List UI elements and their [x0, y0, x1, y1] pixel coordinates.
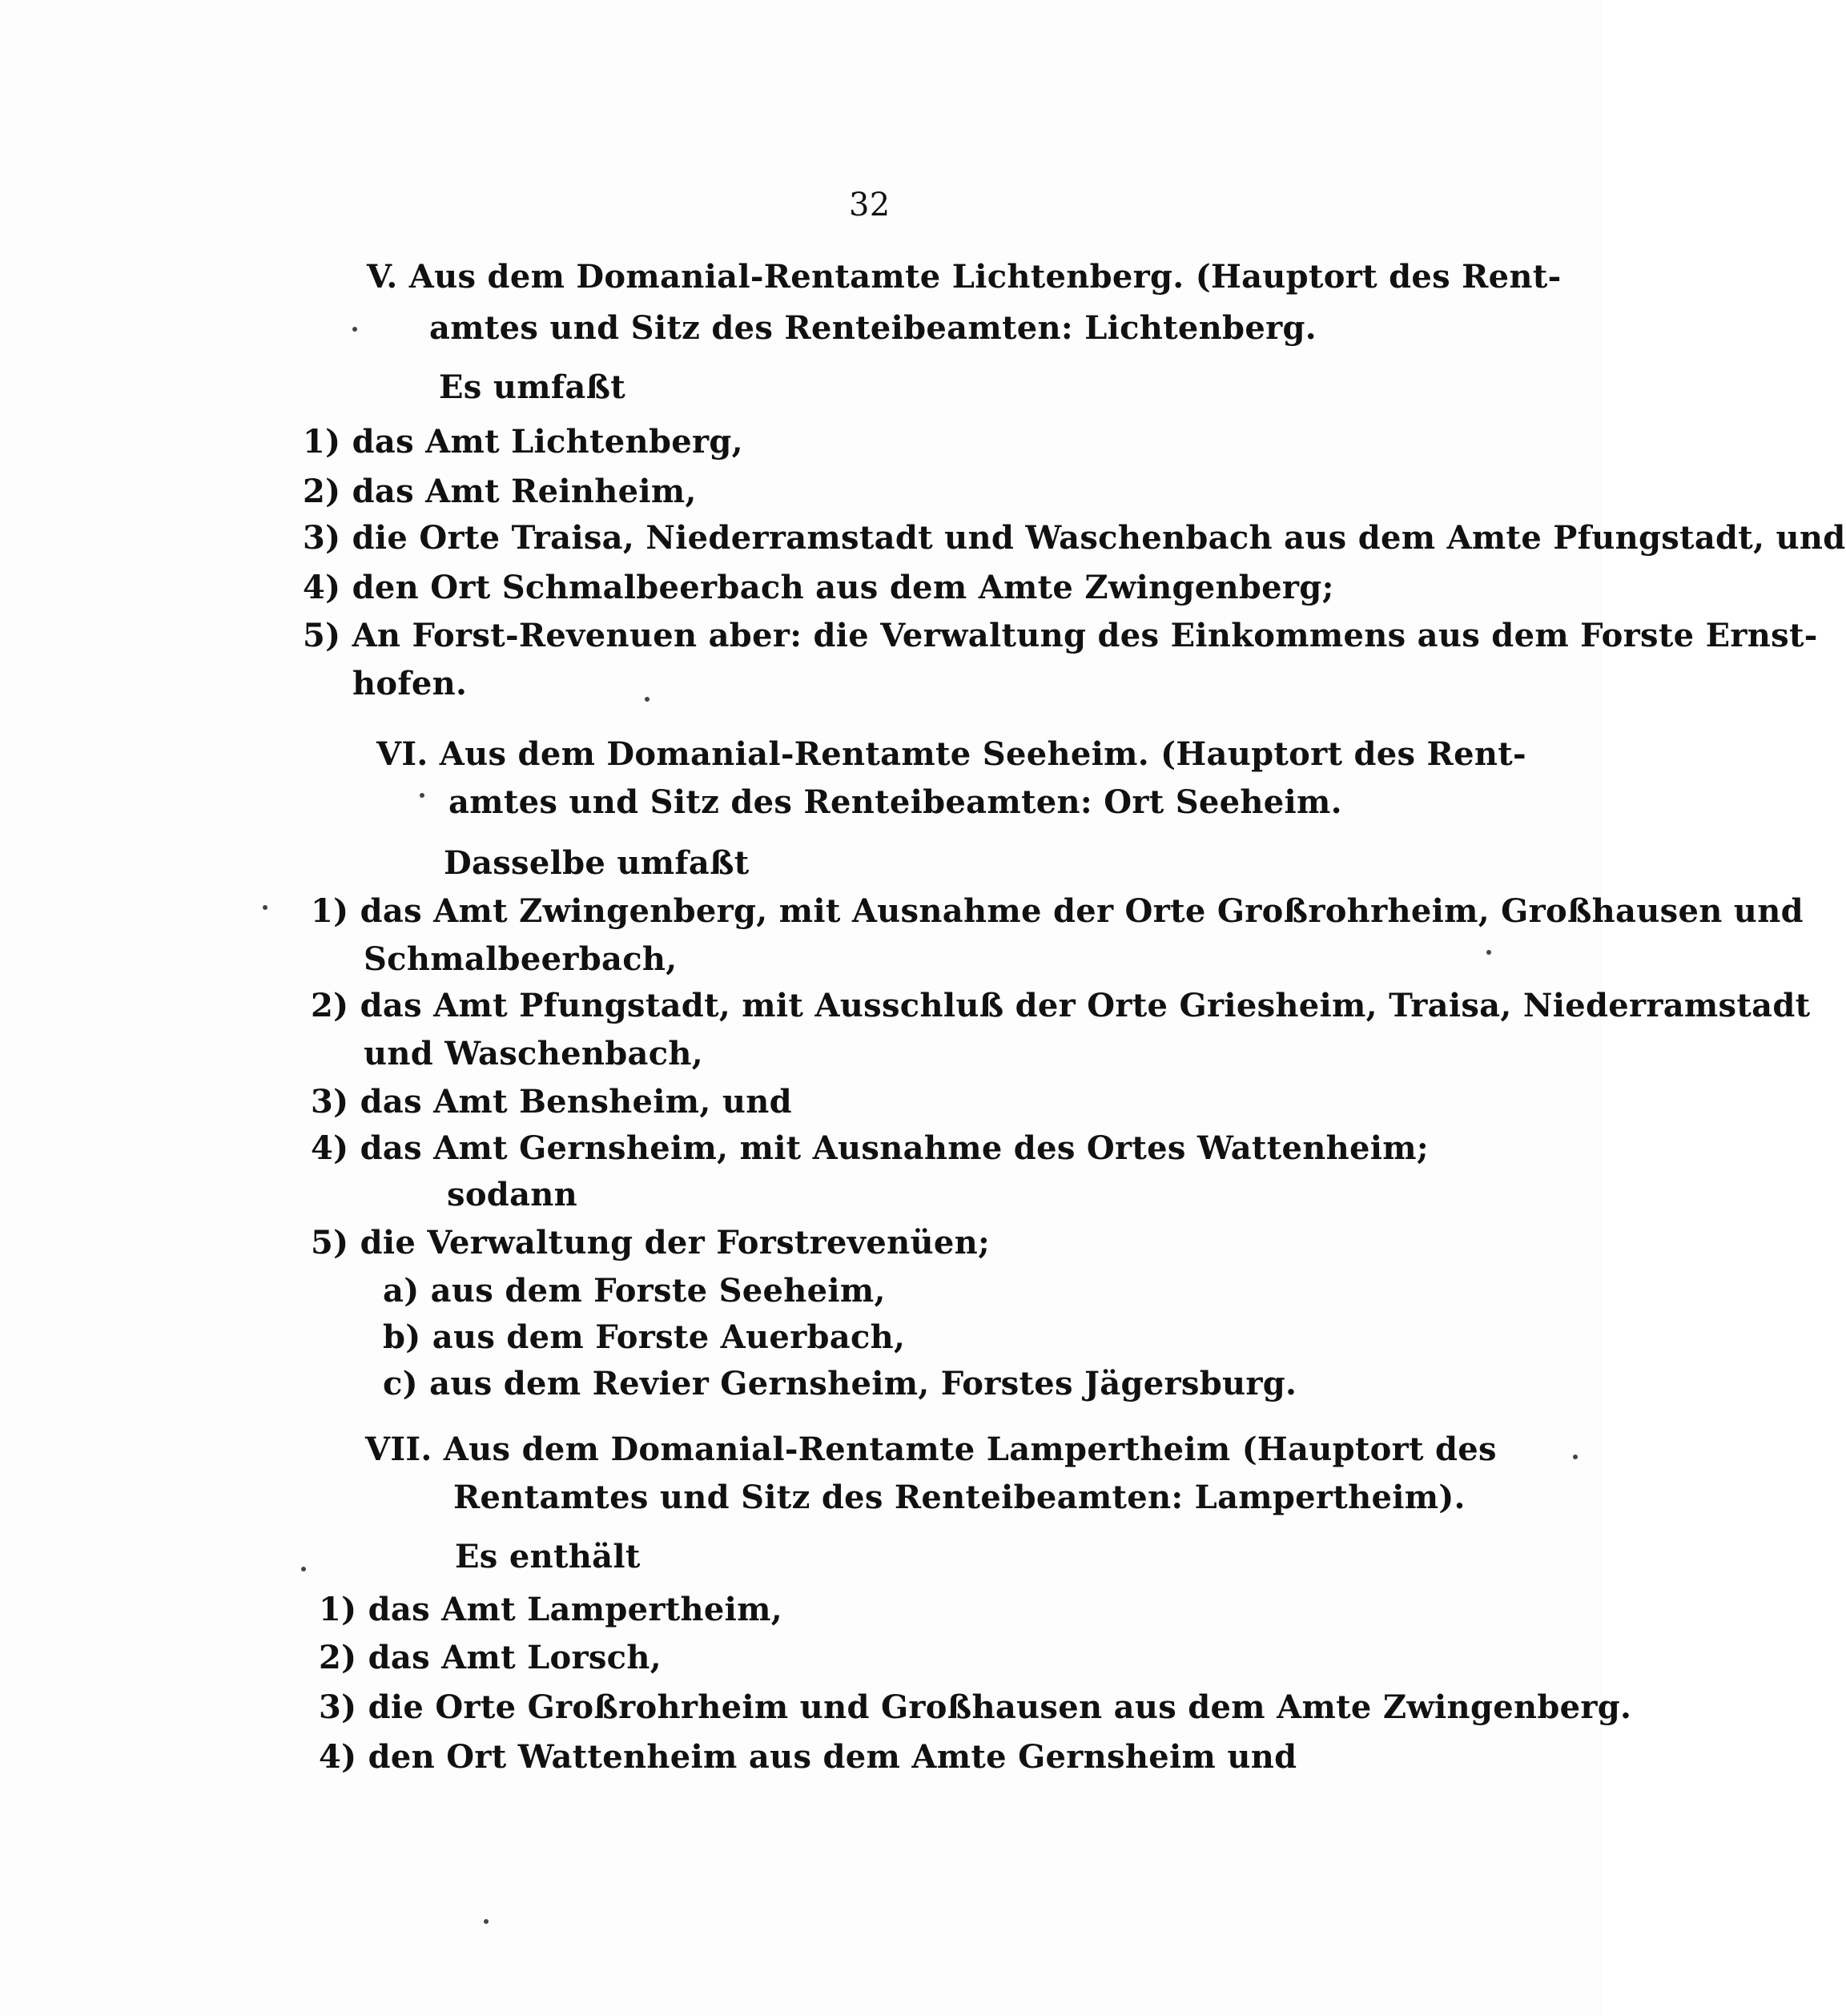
- section-vii-item-2: 2) das Amt Lorsch,: [319, 1639, 662, 1676]
- section-vii-intro: Es enthält: [455, 1538, 641, 1575]
- scan-speck: [420, 793, 424, 798]
- section-vi-subitem-a: a) aus dem Forste Seeheim,: [383, 1272, 886, 1310]
- scan-speck: [645, 697, 650, 702]
- section-vi-item-5: 5) die Verwaltung der Forstrevenüen;: [311, 1224, 991, 1262]
- section-vi-intro: Dasselbe umfaßt: [444, 844, 750, 882]
- section-vi-item-1: 1) das Amt Zwingenberg, mit Ausnahme der Orte Großrohrheim, Großhausen und: [311, 892, 1804, 930]
- section-vii-item-3: 3) die Orte Großrohrheim und Großhausen aus dem Amte Zwingenberg.: [319, 1688, 1632, 1726]
- section-v-item-1: 1) das Amt Lichtenberg,: [303, 423, 743, 461]
- scan-speck: [352, 327, 357, 332]
- section-vi-item-2-continuation: und Waschenbach,: [364, 1035, 703, 1072]
- section-v-intro: Es umfaßt: [439, 368, 626, 406]
- section-vi-item-4: 4) das Amt Gernsheim, mit Ausnahme des Ortes Wattenheim;: [311, 1129, 1429, 1167]
- page-number: 32: [849, 187, 891, 223]
- section-vi-sodann: sodann: [447, 1176, 578, 1213]
- section-vii-heading-continuation: Rentamtes und Sitz des Renteibeamten: Lampertheim).: [453, 1479, 1466, 1516]
- section-vi-heading: VI. Aus dem Domanial-Rentamte Seeheim. (Hauptort des Rent-: [376, 735, 1526, 773]
- section-vi-item-1-continuation: Schmalbeerbach,: [364, 940, 678, 978]
- section-v-heading: V. Aus dem Domanial-Rentamte Lichtenberg. (Hauptort des Rent-: [367, 258, 1562, 296]
- section-v-item-5-continuation: hofen.: [352, 665, 468, 702]
- section-v-heading-continuation: amtes und Sitz des Renteibeamten: Lichtenberg.: [429, 309, 1317, 347]
- section-vi-subitem-c: c) aus dem Revier Gernsheim, Forstes Jägersburg.: [383, 1365, 1297, 1402]
- section-vii-item-4: 4) den Ort Wattenheim aus dem Amte Gernsheim und: [319, 1738, 1297, 1776]
- section-vii-item-1: 1) das Amt Lampertheim,: [319, 1591, 782, 1628]
- section-vi-item-3: 3) das Amt Bensheim, und: [311, 1083, 792, 1121]
- section-vi-item-2: 2) das Amt Pfungstadt, mit Ausschluß der Orte Griesheim, Traisa, Niederramstadt: [311, 987, 1811, 1024]
- section-vii-heading: VII. Aus dem Domanial-Rentamte Lampertheim (Hauptort des: [365, 1431, 1497, 1468]
- section-vi-subitem-b: b) aus dem Forste Auerbach,: [383, 1318, 906, 1356]
- scan-speck: [301, 1567, 306, 1571]
- scan-speck: [263, 905, 267, 910]
- section-v-item-4: 4) den Ort Schmalbeerbach aus dem Amte Zwingenberg;: [303, 569, 1334, 606]
- scan-speck: [1573, 1455, 1578, 1459]
- section-v-item-3: 3) die Orte Traisa, Niederramstadt und Waschenbach aus dem Amte Pfungstadt, und: [303, 519, 1846, 557]
- scan-speck: [1486, 950, 1491, 955]
- scan-speck: [484, 1919, 489, 1924]
- section-v-item-2: 2) das Amt Reinheim,: [303, 473, 697, 510]
- section-vi-heading-continuation: amtes und Sitz des Renteibeamten: Ort Seeheim.: [448, 783, 1342, 821]
- section-v-item-5: 5) An Forst-Revenuen aber: die Verwaltung des Einkommens aus dem Forste Ernst-: [303, 617, 1818, 654]
